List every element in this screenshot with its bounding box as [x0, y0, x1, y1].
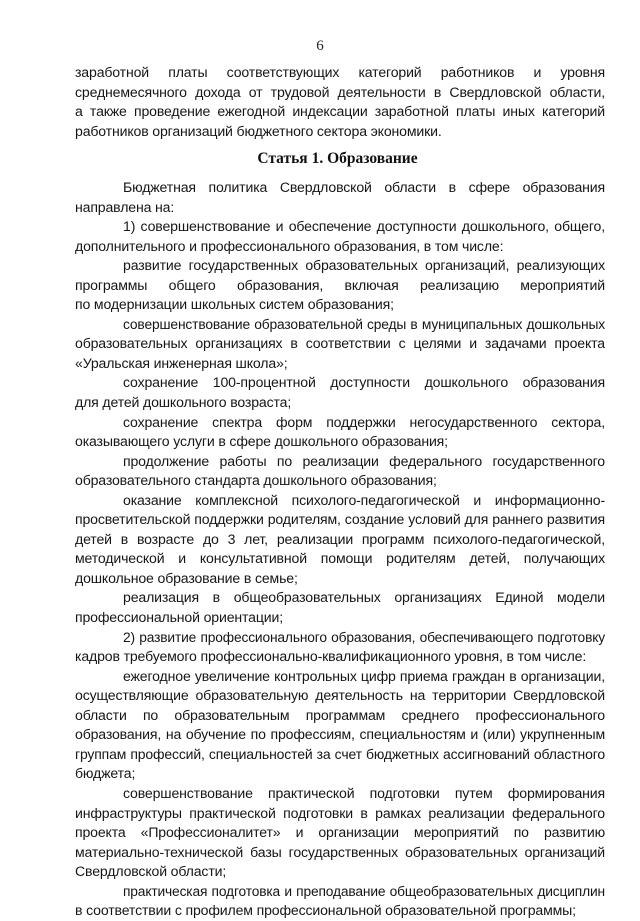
text-line: среднемесячного дохода от трудовой деятельности в Свердловской области, — [75, 83, 605, 100]
text-line: профессиональной ориентации; — [75, 609, 283, 626]
text-line: сохранение спектра форм поддержки негосударственного сектора, — [123, 413, 605, 430]
text-line: совершенствование образовательной среды в муниципальных дошкольных — [123, 315, 605, 332]
text-line: в соответствии с профилем профессиональной образовательной программы; — [75, 902, 576, 919]
text-line: образовательных организациях в соответствии с целями и задачами проекта — [75, 335, 605, 352]
text-line: программы общего образования, включая реализацию мероприятий — [75, 276, 605, 293]
text-line: сохранение 100-процентной доступности дошкольного образования — [123, 374, 605, 391]
text-line: ежегодное увеличение контрольных цифр приема граждан в организации, — [123, 667, 605, 684]
text-line: дошкольное образование в семье; — [75, 569, 298, 586]
text-line: продолжение работы по реализации федерального государственного — [123, 452, 605, 469]
text-line: 1) совершенствование и обеспечение доступности дошкольного, общего, — [123, 218, 605, 235]
text-line: развитие государственных образовательных организаций, реализующих — [123, 257, 605, 274]
text-line: совершенствование практической подготовки путем формирования — [123, 784, 605, 801]
text-line: бюджета; — [75, 765, 136, 782]
text-line: проекта «Профессионалитет» и организации мероприятий по развитию — [75, 824, 605, 841]
text-line: дополнительного и профессионального образования, в том числе: — [75, 237, 504, 254]
text-line: группам профессий, специальностей за счет бюджетных ассигнований областного — [75, 745, 605, 762]
text-line: а также проведение ежегодной индексации заработной платы иных категорий — [75, 103, 605, 120]
text-line: практическая подготовка и преподавание общеобразовательных дисциплин — [123, 883, 605, 899]
intro-paragraph — [75, 63, 605, 141]
text-line: работников организаций бюджетного сектора экономики. — [75, 122, 442, 139]
text-line: области по образовательным программам среднего профессионального — [75, 706, 605, 723]
text-line: оказывающего услуги в сфере дошкольного образования; — [75, 433, 448, 450]
text-line: инфраструктуры практической подготовки в рамках реализации федерального — [75, 804, 605, 821]
article-heading: Статья 1. Образование — [257, 150, 418, 167]
text-line: осуществляющие образовательную деятельность на территории Свердловской — [75, 687, 605, 704]
text-line: по модернизации школьных систем образования; — [75, 296, 394, 313]
text-line: оказание комплексной психолого-педагогической и информационно- — [123, 491, 605, 508]
text-line: образования, на обучение по профессиям, специальностям и (или) укрупненным — [75, 726, 605, 743]
text-line: реализация в общеобразовательных организациях Единой модели — [123, 589, 605, 606]
text-line: направлена на: — [75, 198, 175, 215]
text-line: для детей дошкольного возраста; — [75, 394, 292, 411]
text-line: 2) развитие профессионального образования, обеспечивающего подготовку — [123, 629, 605, 645]
text-line: просветительской поддержки родителям, создание условий для раннего развития — [75, 511, 605, 528]
text-line: «Уральская инженерная школа»; — [75, 354, 288, 371]
text-line: Бюджетная политика Свердловской области в сфере образования — [123, 179, 605, 195]
text-line: образовательного стандарта дошкольного образования; — [75, 472, 437, 489]
text-line: материально-технической базы государственных образовательных организаций — [75, 843, 605, 860]
text-line: заработной платы соответствующих категорий работников и уровня — [75, 64, 605, 80]
text-line: Свердловской области; — [75, 863, 227, 880]
page-number: 6 — [316, 38, 324, 54]
text-line: детей в возрасте до 3 лет, реализации программ психолого-педагогической, — [75, 530, 605, 547]
text-line: кадров требуемого профессионально-квалификационного уровня, в том числе: — [75, 648, 587, 665]
article-body — [75, 178, 605, 921]
text-line: методической и консультативной помощи родителям детей, получающих — [75, 550, 605, 567]
